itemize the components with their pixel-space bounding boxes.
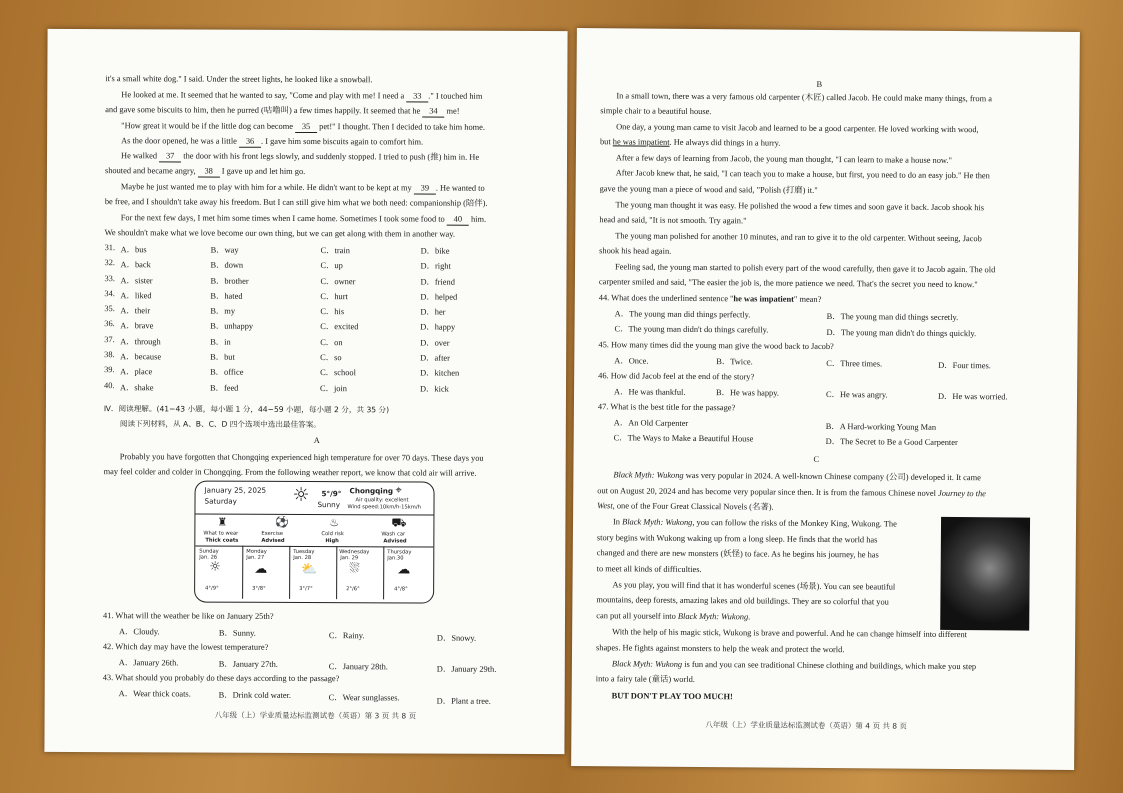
- weather-day: Saturday: [204, 496, 237, 506]
- novel-title: West: [597, 501, 613, 511]
- option: B．feed: [209, 383, 239, 393]
- paragraph-line: [612, 658, 976, 672]
- text: the door with his front legs slowly, and suddenly stopped. I tried to push (推) him in. He: [181, 151, 480, 162]
- passage-letter-b: B: [816, 79, 823, 89]
- tip-label: Exercise: [261, 530, 283, 537]
- paragraph-line: carpenter smiled and said, "The easier the job is, the more patience we need. That's the secret you need to know.": [598, 277, 978, 290]
- question-number: 37.: [104, 334, 115, 344]
- text: . He wanted to: [435, 183, 485, 193]
- paragraph-line: In a small town, there was a very famous old carpenter (木匠) called Jacob. He could make many things, from a: [616, 91, 992, 104]
- question-41: 41. What will the weather be like on January 25th?: [103, 611, 274, 621]
- paragraph-line: changed and there are new monsters (妖怪) to face. As he begins his journey, he has: [596, 548, 879, 560]
- forecast-date: Jan. 26: [199, 554, 218, 561]
- paragraph-line: simple chair to a beautiful house.: [600, 106, 712, 117]
- exam-page-4: [571, 28, 1080, 770]
- paragraph-line: head and said, "It is not smooth. Try again.": [599, 215, 747, 226]
- underlined-sentence: he was impatient: [612, 137, 670, 147]
- option: C．January 28th.: [328, 662, 388, 672]
- coat-icon: ♜: [217, 515, 228, 529]
- text: In: [612, 517, 623, 527]
- option: D．Four times.: [938, 360, 991, 371]
- option: A．through: [120, 336, 161, 347]
- passage-letter-a: A: [313, 436, 320, 446]
- text: 44. What does the underlined sentence ": [598, 293, 734, 304]
- divider: [336, 546, 337, 599]
- option: B．down: [210, 260, 244, 271]
- paragraph-line: gave the young man a piece of wood and said, "Polish (打磨) it.": [599, 184, 818, 195]
- paragraph-line: Feeling sad, the young man started to polish every part of the wood carefully, then gave it to Jacob again. The old: [614, 262, 996, 275]
- tip-label: What to wear: [203, 530, 239, 537]
- paragraph-line: mountains, deep forests, amazing lakes and old buildings. They are so colorful that you: [596, 595, 889, 607]
- option: A．place: [120, 367, 153, 377]
- option: A．The young man did things perfectly.: [614, 309, 751, 320]
- question-45: 45. How many times did the young man give the wood back to Jacob?: [598, 340, 834, 352]
- paragraph-line: be free, and I shouldn't take away his freedom. But I can still give him what we both need: companionship (陪伴).: [104, 197, 488, 208]
- forecast-temp: 2°/6°: [346, 586, 360, 593]
- text: " mean?: [793, 294, 822, 304]
- text: me!: [444, 106, 460, 116]
- option: C．Rainy.: [328, 631, 365, 641]
- text: , you can follow the risks of the Monkey King, Wukong. The: [692, 517, 897, 529]
- paragraph-line: We shouldn't make what we love become our own thing, but we can get along with them in another way.: [104, 228, 456, 239]
- question-47: 47. What is the best title for the passage?: [597, 402, 736, 413]
- choice-row: [104, 274, 524, 291]
- blank-33: 33: [406, 90, 428, 102]
- paragraph-line: The young man thought it was easy. He polished the wood a few times and soon gave it back. Jacob shook his: [615, 200, 985, 213]
- forecast-day: Wednesday: [339, 549, 370, 556]
- paragraph-line: As you play, you will find that it has wonderful scenes (场景). You can see beautiful: [612, 580, 896, 592]
- option: D．after: [420, 353, 450, 363]
- forecast-temp: 3°/8°: [252, 585, 266, 592]
- passage-letter-c: C: [813, 454, 820, 464]
- divider: [383, 546, 384, 599]
- question-44: [599, 292, 822, 305]
- question-43: 43. What should you probably do these days according to the passage?: [102, 673, 340, 684]
- forecast-temp: 4°/9°: [205, 585, 219, 592]
- option: C．Three times.: [826, 359, 883, 369]
- weather-temp: 5°/9°: [321, 489, 342, 499]
- tip-value: Advised: [261, 537, 285, 544]
- text: pet!" I thought. Then I decided to take him home.: [317, 122, 486, 132]
- paragraph-line: The young man polished for another 10 minutes, and ran to give it to the old carpenter. Without seeing, Jacob: [615, 231, 982, 244]
- option: A．Wear thick coats.: [118, 689, 191, 699]
- text: shouted and became angry,: [104, 166, 198, 176]
- text: and gave some biscuits to him, then he purred (咕噜叫) a few times happily. It seemed that he: [105, 105, 423, 116]
- question-number: 36.: [104, 319, 115, 329]
- option: D．friend: [420, 277, 455, 287]
- option: B．Drink cold water.: [218, 690, 292, 700]
- option: A．shake: [119, 382, 154, 393]
- rain-cloud-icon: ⛆: [349, 561, 360, 577]
- game-title: Black Myth: Wukong: [677, 611, 749, 622]
- option: B．A Hard-working Young Man: [825, 422, 937, 432]
- question-42: 42. Which day may have the lowest temperature?: [102, 642, 269, 652]
- paragraph-line: After Jacob knew that, he said, "I can teach you to make a house, but first, you need to do an easy job." He then: [615, 168, 990, 181]
- text: Maybe he just wanted me to play with him for a while. He didn't want to be kept at my: [120, 182, 414, 193]
- option: B．He was happy.: [716, 388, 780, 398]
- option: D．Plant a tree.: [436, 696, 491, 706]
- text: He walked: [121, 151, 160, 161]
- exam-page-3: [44, 29, 567, 754]
- option: D．He was worried.: [937, 391, 1008, 402]
- paragraph-line: story begins with Wukong waking up from a long sleep. He finds that the world has: [596, 533, 878, 545]
- text: For the next few days, I met him some times when I came home. Sometimes I took some food to: [120, 213, 447, 224]
- weather-city: Chongqing: [349, 486, 394, 496]
- option: A．Once.: [614, 356, 649, 366]
- paragraph-line: One day, a young man came to visit Jacob and learned to be a good carpenter. He loved working with wood,: [616, 122, 979, 135]
- text: He looked at me. It seemed that he wanted to say, "Come and play with me! I need a: [121, 90, 407, 101]
- option: B．The young man did things secretly.: [826, 312, 959, 323]
- option: C．He was angry.: [826, 390, 888, 400]
- option: A．An Old Carpenter: [613, 418, 689, 428]
- game-title: Black Myth: Wukong: [613, 470, 684, 480]
- novel-title: Journey to the: [937, 488, 986, 499]
- weather-condition: Sunny: [317, 500, 341, 510]
- text: was very popular in 2024. A well-known Chinese company (公司) developed it. It came: [683, 470, 981, 483]
- car-icon: ⛟: [391, 515, 407, 530]
- option: D．kick: [419, 384, 449, 394]
- paragraph-line: [600, 136, 781, 148]
- question-number: 38.: [104, 350, 115, 360]
- blank-36: 36: [239, 136, 261, 148]
- option: B．my: [210, 306, 236, 316]
- blank-35: 35: [295, 121, 317, 133]
- text: . I gave him some biscuits again to comfort him.: [260, 136, 424, 147]
- page-footer: 八年级（上）学业质量达标监测试卷（英语）第 3 页 共 8 页: [214, 710, 417, 721]
- question-number: 33.: [104, 273, 115, 283]
- option: A．sister: [120, 275, 153, 285]
- option: B．brother: [210, 276, 249, 286]
- option: D．The Secret to Be a Good Carpenter: [825, 437, 958, 448]
- sun-icon: ☼: [292, 483, 310, 507]
- option: B．way: [210, 245, 239, 255]
- option: A．brave: [120, 321, 154, 331]
- text: As the door opened, he was a little: [121, 136, 240, 146]
- option: B．office: [210, 367, 244, 378]
- tip-label: Wash car: [381, 531, 406, 538]
- paragraph-line: [597, 500, 774, 512]
- section-instructions: 阅读下列材料，从 A、B、C、D 四个选项中选出最佳答案。: [119, 419, 321, 430]
- question-46: 46. How did Jacob feel at the end of the story?: [598, 371, 755, 382]
- text: . He always did things in a hurry.: [669, 137, 781, 148]
- option: B．Sunny.: [218, 628, 256, 638]
- option: C．join: [319, 383, 348, 393]
- option: D．her: [420, 307, 446, 317]
- paragraph-line: [597, 485, 986, 499]
- cloze-choice-table: [104, 243, 525, 398]
- option: C．up: [320, 261, 343, 271]
- thermometer-icon: ♨: [329, 516, 340, 530]
- option: D．The young man didn't do things quickly.: [826, 328, 977, 339]
- divider: [195, 546, 433, 548]
- option: B．Twice.: [716, 357, 753, 367]
- text: , one of the Four Great Classical Novels (名著).: [612, 501, 774, 512]
- choice-row: [105, 258, 525, 275]
- tip-label: Cold risk: [321, 531, 344, 538]
- option: A．back: [120, 260, 151, 270]
- choice-row: [104, 289, 524, 306]
- text: I gave up and let him go.: [219, 166, 306, 176]
- divider: [242, 546, 243, 599]
- option: B．January 27th.: [218, 659, 278, 669]
- option: A．liked: [120, 291, 152, 301]
- paragraph-line: [121, 150, 479, 164]
- option: C．owner: [320, 276, 356, 286]
- paragraph-line: After a few days of learning from Jacob, the young man thought, "I can learn to make a house now.": [615, 153, 952, 165]
- paragraph-line: [121, 89, 482, 103]
- option: D．helped: [420, 292, 458, 302]
- paragraph-line: Probably you have forgotten that Chongqing experienced high temperature for over 70 days. These days you: [119, 452, 484, 463]
- choice-row: [104, 335, 524, 352]
- choice-row: [105, 243, 525, 260]
- option: C．The young man didn't do things carefully.: [614, 324, 769, 335]
- option: D．bike: [420, 246, 450, 256]
- question-number: 39.: [104, 365, 115, 375]
- text: him.: [468, 214, 487, 224]
- forecast-temp: 4°/8°: [394, 586, 408, 593]
- forecast-date: Jan.30: [387, 555, 404, 562]
- exercise-icon: ⚽: [275, 515, 290, 529]
- option: B．unhappy: [210, 322, 254, 332]
- paragraph-line: [121, 212, 486, 226]
- question-number: 32.: [104, 258, 116, 268]
- blank-37: 37: [159, 150, 181, 162]
- section-heading: Ⅳ．阅读理解。(41−43 小题，每小题 1 分，44−59 小题，每小题 2 分，共 35 分): [103, 404, 390, 415]
- option: A．He was thankful.: [614, 387, 686, 397]
- option: A．January 26th.: [118, 658, 179, 668]
- option: C．his: [320, 307, 345, 317]
- weather-date: January 25, 2025: [204, 485, 267, 495]
- weather-report-card: [194, 481, 435, 604]
- paragraph-line: to meet all kinds of difficulties.: [596, 564, 702, 575]
- game-title: Black Myth: Wukong: [611, 659, 683, 669]
- page-footer: 八年级（上）学业质量达标监测试卷（英语）第 4 页 共 8 页: [705, 720, 907, 731]
- partly-cloudy-icon: ⛅: [301, 561, 318, 578]
- option: C．train: [320, 246, 350, 256]
- paragraph-line: [121, 181, 485, 195]
- choice-row: [104, 381, 524, 398]
- forecast-day: Monday: [246, 548, 267, 555]
- quoted-sentence: he was impatient: [733, 294, 794, 304]
- option: A．their: [120, 306, 151, 316]
- closing-warning: BUT DON'T PLAY TOO MUCH!: [611, 691, 733, 702]
- location-pin-icon: ⌖: [395, 483, 402, 497]
- option: A．Cloudy.: [118, 627, 160, 637]
- option: D．right: [420, 261, 451, 271]
- air-quality: Air quality: excellent: [355, 497, 409, 504]
- forecast-day: Sunday: [199, 548, 219, 555]
- option: C．excited: [320, 322, 359, 332]
- option: C．on: [320, 337, 343, 347]
- wind-speed: Wind speed:10km/h-15km/h: [347, 504, 421, 511]
- game-title: Black Myth: Wukong: [622, 517, 693, 527]
- option: C．Wear sunglasses.: [328, 693, 400, 703]
- tip-value: Advised: [383, 538, 407, 545]
- paragraph-line: [613, 516, 897, 529]
- forecast-temp: 3°/7°: [299, 585, 313, 593]
- forecast-date: Jan. 29: [340, 555, 359, 562]
- forecast-date: Jan. 27: [246, 554, 265, 561]
- option: D．kitchen: [420, 368, 460, 379]
- paragraph-line: shapes. He fights against monsters to help the weak and protect the world.: [596, 643, 845, 655]
- choice-row: [104, 304, 524, 321]
- option: D．Snowy.: [436, 633, 477, 643]
- option: B．hated: [210, 291, 243, 301]
- tip-value: Thick coats: [205, 537, 239, 544]
- option: C．hurt: [320, 291, 348, 302]
- question-number: 34.: [104, 289, 115, 299]
- blank-40: 40: [447, 214, 469, 226]
- option: A．because: [120, 352, 162, 362]
- paragraph-line: With the help of his magic stick, Wukong is brave and powerful. And he can change himself into different: [612, 627, 968, 640]
- question-number: 40.: [104, 380, 115, 390]
- paragraph-line: [613, 469, 981, 483]
- wukong-game-image: [940, 517, 1030, 631]
- option: D．January 29th.: [436, 664, 497, 674]
- paragraph-line: [105, 165, 305, 178]
- text: .: [748, 612, 751, 622]
- choice-row: [104, 365, 524, 382]
- paragraph-line: may feel colder and colder in Chongqing. From the following weather report, we know that cold air will arrive.: [103, 467, 477, 478]
- text: ." I touched him: [428, 91, 483, 101]
- cloud-icon: ☁: [397, 562, 411, 578]
- option: C．so: [320, 353, 342, 363]
- paragraph-line: [105, 104, 459, 118]
- sun-icon: ☼: [209, 559, 221, 575]
- option: D．happy: [420, 322, 456, 333]
- blank-39: 39: [414, 182, 436, 194]
- option: B．in: [210, 337, 231, 347]
- forecast-day: Tuesday: [293, 548, 315, 556]
- option: D．over: [420, 338, 450, 348]
- tip-value: High: [325, 538, 339, 545]
- question-number: 35.: [104, 304, 115, 314]
- paragraph-line: [121, 120, 485, 134]
- paragraph-line: [121, 135, 423, 148]
- choice-row: [104, 350, 524, 367]
- blank-34: 34: [422, 106, 444, 118]
- divider: [289, 546, 290, 599]
- text: out on August 20, 2024 and has become very popular since then. It is from the famous Chinese novel: [597, 486, 939, 498]
- text: "How great it would be if the little dog can become: [121, 121, 296, 131]
- paragraph-line: [596, 610, 750, 622]
- text: can put all yourself into: [596, 611, 678, 621]
- option: C．school: [320, 368, 356, 378]
- text: but: [599, 137, 613, 147]
- option: C．The Ways to Make a Beautiful House: [613, 433, 754, 444]
- paragraph-line: into a fairy tale (童话) world.: [595, 674, 695, 684]
- choice-row: [104, 320, 524, 337]
- cloud-icon: ☁: [254, 561, 268, 577]
- option: A．bus: [120, 245, 147, 255]
- blank-38: 38: [198, 166, 220, 178]
- paragraph-line: it's a small white dog." I said. Under the street lights, he looked like a snowball.: [105, 74, 373, 85]
- option: B．but: [210, 352, 235, 362]
- paragraph-line: shook his head again.: [599, 246, 672, 256]
- forecast-day: Thursday: [387, 549, 412, 556]
- text: is fun and you can see traditional Chinese clothing and buildings, which make you step: [682, 659, 977, 672]
- forecast-date: Jan. 28: [293, 554, 312, 562]
- question-number: 31.: [104, 243, 116, 253]
